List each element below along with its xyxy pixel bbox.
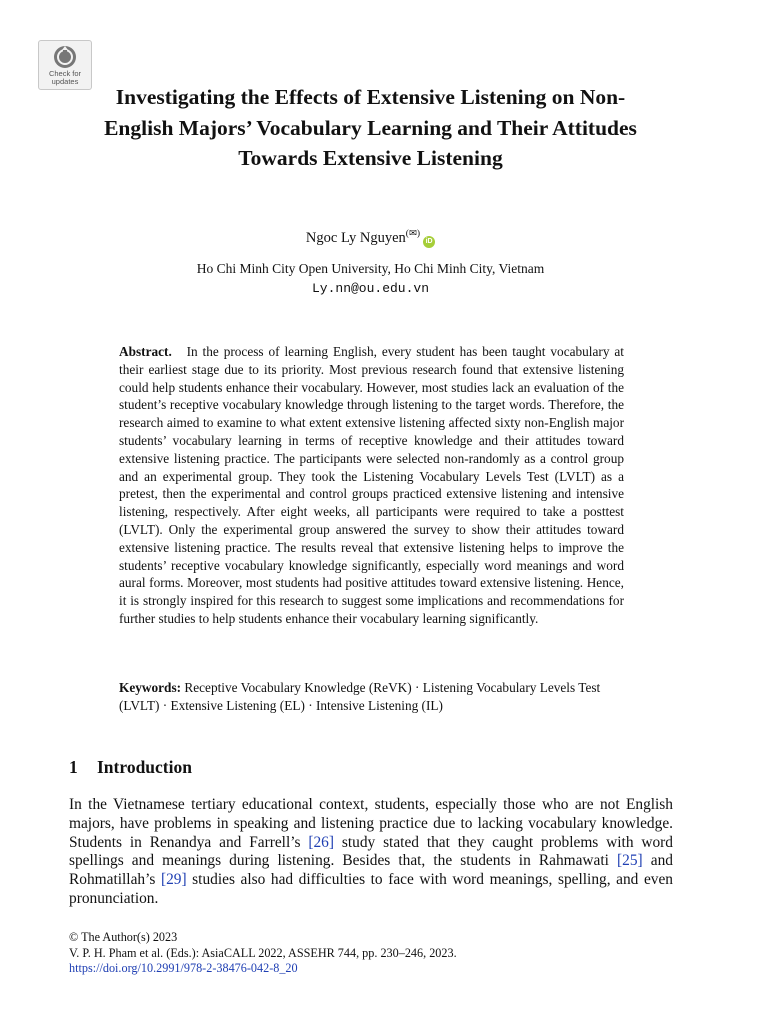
badge-label <box>39 70 91 86</box>
footer <box>69 930 457 977</box>
section-title: Introduction <box>97 757 192 777</box>
corresponding-author-mark: (✉) <box>405 229 421 239</box>
citation-link-26[interactable]: [26] <box>308 833 334 851</box>
citation-info: V. P. H. Pham et al. (Eds.): AsiaCALL 2022, ASSEHR 744, pp. 230–246, 2023. <box>69 945 457 960</box>
section-heading <box>69 757 192 778</box>
introduction-paragraph <box>69 796 673 909</box>
check-for-updates-icon <box>53 45 77 69</box>
doi-link[interactable]: https://doi.org/10.2991/978-2-38476-042-8_20 <box>69 961 298 975</box>
affiliation: Ho Chi Minh City Open University, Ho Chi Minh City, Vietnam <box>196 261 545 276</box>
orcid-icon[interactable]: iD <box>423 236 435 248</box>
author-name: Ngoc Ly Nguyen <box>305 230 406 246</box>
section-number: 1 <box>69 757 78 777</box>
badge-line-1: Check for <box>48 69 82 78</box>
paper-title: Investigating the Effects of Extensive Listening on Non-English Majors’ Vocabulary Learning and Their Attitudes Towards Extensive Listening <box>104 85 637 170</box>
citation-link-29[interactable]: [29] <box>160 871 187 889</box>
copyright-notice: © The Author(s) 2023 <box>69 930 178 944</box>
keywords-text: Receptive Vocabulary Knowledge (ReVK) · Listening Vocabulary Levels Test (LVLT) · Extensive Listening (EL) · Intensive Listening (IL) <box>119 680 601 713</box>
intro-text-3: and Rohmatillah’s <box>69 852 673 889</box>
badge-line-2: updates <box>51 77 79 86</box>
author-email[interactable]: Ly.nn@ou.edu.vn <box>311 281 430 296</box>
intro-text-1: In the Vietnamese tertiary educational context, students, especially those who are not English majors, have problems in speaking and listening practice due to lacking vocabulary knowledge. Students in Renandya and Farrell’s <box>69 796 673 851</box>
abstract-label: Abstract. <box>119 344 172 359</box>
intro-text-2: study stated that they caught problems with word spellings and meanings during listening. Besides that, the students in Rahmawati <box>69 833 673 870</box>
intro-text-4: studies also had difficulties to face with word meanings, spelling, and even pronunciation. <box>69 871 673 907</box>
abstract <box>119 343 624 628</box>
keywords <box>119 679 624 715</box>
citation-link-25[interactable]: [25] <box>617 852 643 870</box>
abstract-text: In the process of learning English, every student has been taught vocabulary at their earliest stage due to its priority. Most previous research found that extensive listening could help students enhance their vocabulary. However, most studies lack an evaluation of the student’s receptive vocabulary knowledge through listening to the target words. Therefore, the research aimed to examine to what extent extensive listening affected sixty non-English major students’ vocabulary learning in terms of receptive knowledge and their attitudes toward extensive listening practice. The participants were selected non-randomly as a control group and an experimental group. They took the Listening Vocabulary Levels Test (LVLT) as a pretest, then the experimental and control groups practiced extensive listening and intensive listening, respectively. After eight weeks, all participants were required to take a posttest (LVLT). Only the experimental group answered the survey to show their attitudes toward extensive listening practice. The results reveal that extensive listening helps to improve the students’ receptive vocabulary knowledge significantly, especially word meanings and word aural forms. Moreover, most students had positive attitudes toward extensive listening. Hence, it is strongly inspired for this research to suggest some implications and recommendations for further studies to help students enhance their vocabulary learning significantly. <box>119 344 624 626</box>
check-for-updates-badge[interactable] <box>38 40 92 90</box>
keywords-label: Keywords: <box>119 680 182 695</box>
author-line <box>0 228 741 248</box>
